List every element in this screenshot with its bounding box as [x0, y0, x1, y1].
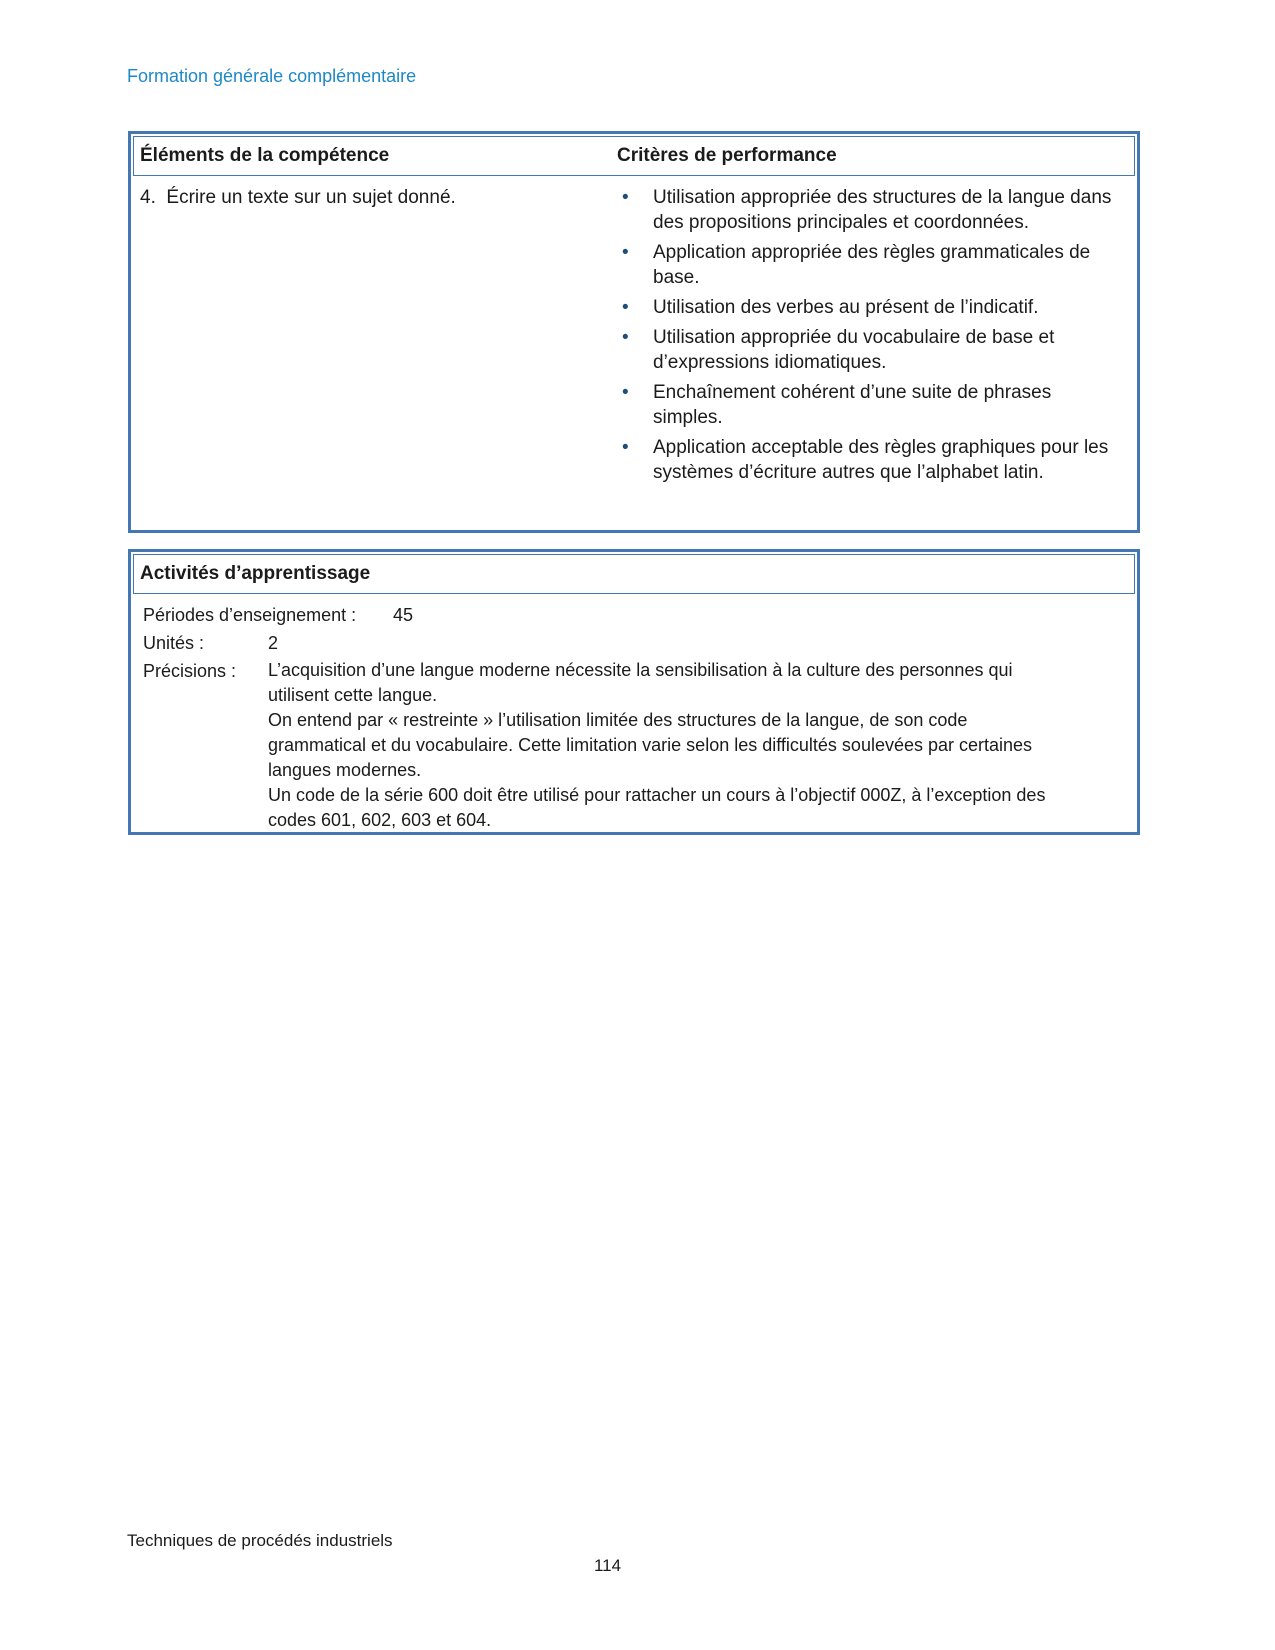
periods-value: 45: [393, 605, 414, 625]
precisions-paragraph: On entend par « restreinte » l’utilisation limitée des structures de la langue, de son code grammatical et du vocabulaire. Cette limitation varie selon les difficultés soulevées par certaines langues modernes.: [268, 710, 1033, 780]
criteria-list-item: [617, 295, 1123, 320]
criteria-text: Utilisation appropriée des structures de la langue dans des propositions principales et coordonnées.: [653, 187, 1112, 233]
criteria-text: Application appropriée des règles grammaticales de base.: [653, 242, 1091, 288]
column-header-elements: Éléments de la compétence: [140, 145, 390, 166]
competence-table-header-row: [133, 136, 1135, 176]
bullet-icon: •: [622, 327, 629, 348]
bullet-icon: •: [622, 242, 629, 263]
precisions-paragraph: Un code de la série 600 doit être utilisé pour rattacher un cours à l’objectif 000Z, à l’exception des codes 601, 602, 603 et 604.: [268, 785, 1046, 830]
precisions-label: Précisions :: [143, 661, 237, 681]
criteria-text: Application acceptable des règles graphiques pour les systèmes d’écriture autres que l’alphabet latin.: [653, 437, 1109, 483]
activities-header-row: [133, 554, 1135, 594]
criteria-text: Enchaînement cohérent d’une suite de phrases simples.: [653, 382, 1052, 428]
bullet-icon: •: [622, 382, 629, 403]
criteria-text: Utilisation appropriée du vocabulaire de base et d’expressions idiomatiques.: [653, 327, 1055, 373]
criteria-text: Utilisation des verbes au présent de l’indicatif.: [653, 297, 1039, 318]
criteria-list-item: [617, 435, 1123, 485]
page-number: 114: [593, 1556, 622, 1575]
competence-table: [128, 131, 1140, 533]
column-header-criteria: Critères de performance: [617, 145, 837, 166]
bullet-icon: •: [622, 297, 629, 318]
performance-criteria-cell: [617, 185, 1123, 490]
competence-table-body-row: [131, 176, 1137, 490]
periods-row: [143, 602, 1055, 628]
criteria-list-item: [617, 325, 1123, 375]
units-label: Unités :: [143, 633, 205, 653]
criteria-list-item: [617, 240, 1123, 290]
bullet-icon: •: [622, 187, 629, 208]
criteria-list-item: [617, 380, 1123, 430]
criteria-list-item: [617, 185, 1123, 235]
footer-program-name: Techniques de procédés industriels: [127, 1531, 393, 1550]
periods-label: Périodes d’enseignement :: [143, 605, 357, 625]
competence-element-cell: 4. Écrire un texte sur un sujet donné.: [140, 187, 456, 208]
activities-body: [131, 594, 1137, 833]
units-row: [143, 630, 1055, 656]
precisions-row: [143, 658, 1055, 833]
section-header: Formation générale complémentaire: [127, 66, 417, 86]
precisions-paragraph: L’acquisition d’une langue moderne nécessite la sensibilisation à la culture des personnes qui utilisent cette langue.: [268, 660, 1013, 705]
activities-box: [128, 549, 1140, 835]
activities-title: Activités d’apprentissage: [140, 563, 371, 584]
precisions-text: [268, 658, 1055, 833]
units-value: 2: [268, 633, 279, 653]
bullet-icon: •: [622, 437, 629, 458]
